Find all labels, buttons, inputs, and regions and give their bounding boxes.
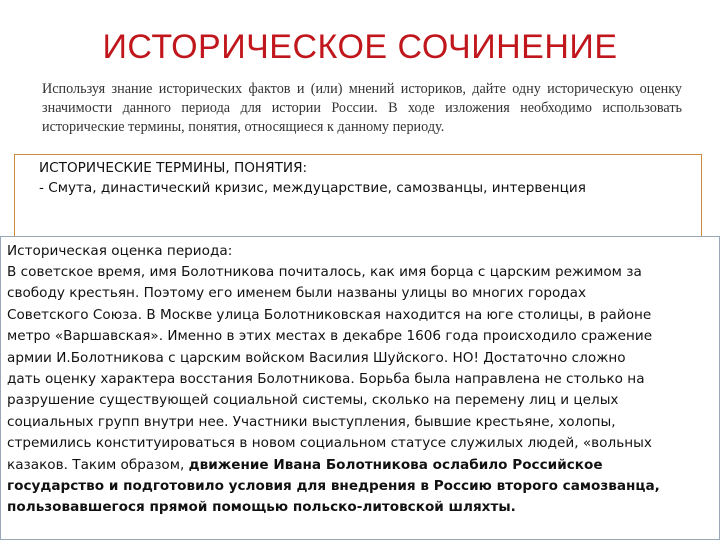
evaluation-line: разрушение существующей социальной системы, сколько на перемену лиц и целых [7, 392, 619, 409]
conclusion-line: государство и подготовило условия для внедрения в Россию второго самозванца, [7, 478, 660, 495]
evaluation-text [7, 262, 711, 519]
terms-heading: ИСТОРИЧЕСКИЕ ТЕРМИНЫ, ПОНЯТИЯ: [39, 160, 308, 176]
evaluation-line: Советского Союза. В Москве улица Болотниковская находится на юге столицы, в районе [7, 306, 652, 323]
conclusion-fragment: движение Ивана Болотникова ослабило Российское [188, 456, 603, 473]
evaluation-box [0, 236, 720, 540]
evaluation-plain-fragment: казаков. Таким образом, [7, 456, 189, 473]
evaluation-line: В советское время, имя Болотникова почиталось, как имя борца с царским режимом за [7, 264, 642, 280]
slide-title: ИСТОРИЧЕСКОЕ СОЧИНЕНИЕ [102, 28, 618, 66]
evaluation-line: метро «Варшавская». Именно в этих местах в декабре 1606 года происходило сражение [7, 328, 653, 345]
evaluation-line: стремились конституироваться в новом социальном статусе служилых людей, «вольных [7, 435, 652, 452]
task-description: Используя знание исторических фактов и (или) мнений историков, дайте одну историческую оценку значимости данного периода для истории России. В ходе изложения необходимо использовать исторические термины, понятия, относящиеся к данному периоду. [42, 81, 682, 135]
evaluation-line: социальных групп внутри нее. Участники выступления, бывшие крестьяне, холопы, [7, 413, 616, 430]
conclusion-line: пользовавшегося прямой помощью польско-литовской шляхты. [7, 499, 516, 516]
terms-box [14, 154, 702, 240]
evaluation-line: свободу крестьян. Поэтому его именем были названы улицы во многих городах [7, 285, 587, 302]
evaluation-line-mixed [7, 455, 711, 476]
evaluation-heading: Историческая оценка периода: [7, 243, 233, 259]
evaluation-line: дать оценку характера восстания Болотникова. Борьба была направлена не столько на [7, 371, 645, 388]
terms-list: - Смута, династический кризис, междуцарствие, самозванцы, интервенция [39, 180, 586, 196]
evaluation-line: армии И.Болотникова с царским войском Василия Шуйского. НО! Достаточно сложно [7, 349, 626, 366]
